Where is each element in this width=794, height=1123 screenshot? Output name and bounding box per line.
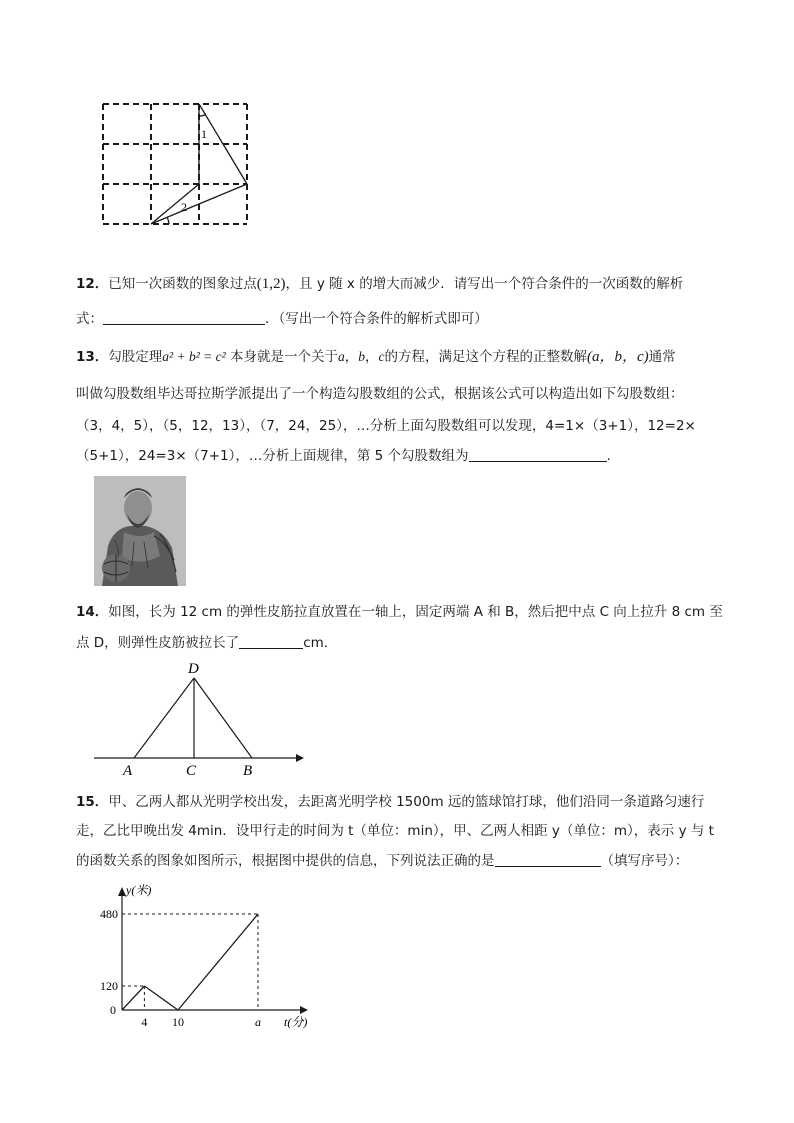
q15-line3: 的函数关系的图象如图所示，根据图中提供的信息，下列说法正确的是 （填写序号）： bbox=[76, 853, 689, 869]
label-a: A bbox=[123, 763, 133, 779]
origin-label: 0 bbox=[110, 1003, 116, 1017]
q12-point: (1,2) bbox=[256, 276, 286, 292]
q13-var-a: a bbox=[337, 349, 345, 364]
q13-answer-blank[interactable] bbox=[469, 447, 607, 462]
y-tick-label: 480 bbox=[100, 907, 118, 921]
label-d: D bbox=[188, 661, 199, 677]
q13-line2: 叫做勾股数组毕达哥拉斯学派提出了一个构造勾股数组的公式，根据该公式可以构造出如下勾股数组： bbox=[76, 386, 684, 402]
q13-formula: a² + b² = c² bbox=[162, 349, 226, 364]
q12-text-a: 已知一次函数的图象过点 bbox=[108, 276, 257, 292]
y-axis-label: y(米) bbox=[126, 883, 152, 897]
x-axis-arrow-icon bbox=[300, 1006, 308, 1014]
q14-number: 14． bbox=[76, 604, 109, 620]
q14-figure bbox=[90, 655, 310, 780]
y-axis-arrow-icon bbox=[118, 887, 126, 896]
x-axis-label: t(分) bbox=[284, 1015, 308, 1029]
label-b: B bbox=[243, 763, 253, 779]
q12-line1 bbox=[76, 274, 683, 294]
q14-line2-text: 点 D，则弹性皮筋被拉长了 bbox=[76, 635, 240, 651]
axis-arrow-icon bbox=[296, 754, 304, 762]
q11-grid-figure bbox=[95, 98, 255, 233]
q13-text-a: 勾股定理 bbox=[108, 349, 163, 365]
q12-number: 12． bbox=[76, 276, 109, 292]
graph-segment bbox=[178, 914, 258, 1010]
label-c: C bbox=[186, 763, 197, 779]
q13-triple: (a，b，c) bbox=[586, 349, 649, 365]
q13-text-c: 的方程，满足这个方程的正整数解 bbox=[384, 349, 587, 365]
q15-chart bbox=[90, 880, 320, 1035]
q15-line3-text: 的函数关系的图象如图所示，根据图中提供的信息，下列说法正确的是 bbox=[76, 853, 495, 869]
x-tick-label: 10 bbox=[172, 1015, 184, 1029]
pythagoras-portrait-image bbox=[94, 476, 186, 586]
q13-var-b: b bbox=[358, 349, 365, 364]
q13-text-d: 通常 bbox=[648, 349, 676, 365]
x-tick-label: a bbox=[255, 1015, 261, 1029]
segment-db bbox=[194, 678, 252, 758]
segment-ad bbox=[134, 678, 194, 758]
dashed-grid bbox=[103, 104, 247, 224]
q12-text-c: 式： bbox=[76, 311, 103, 327]
q13-text-b: 本身就是一个关于 bbox=[225, 349, 338, 365]
q15-number: 15． bbox=[76, 794, 109, 810]
angle-2-label: 2 bbox=[181, 200, 187, 214]
y-tick-label: 120 bbox=[100, 979, 118, 993]
q12-line2 bbox=[76, 309, 488, 329]
q12-text-b: ，且 y 随 x 的增大而减少．请写出一个符合条件的一次函数的解析 bbox=[285, 276, 684, 292]
q14-line1 bbox=[76, 602, 723, 622]
q13-line3: （3，4，5），（5，12，13），（7，24，25），…分析上面勾股数组可以发现，4=1×（3+1），12=2× bbox=[76, 418, 696, 434]
q13-line4-text: （5+1），24=3×（7+1），…分析上面规律，第 5 个勾股数组为 bbox=[76, 448, 469, 464]
graph-segment bbox=[122, 986, 144, 1010]
q13-line1: 13．勾股定理a² + b² = c² 本身就是一个关于a，b，c的方程，满足这个方程的正整数解(a，b，c)通常 bbox=[76, 349, 676, 365]
q15-answer-blank[interactable] bbox=[495, 852, 601, 867]
q15-line1 bbox=[76, 792, 704, 812]
x-tick-label: 4 bbox=[141, 1015, 148, 1029]
graph-segment bbox=[144, 986, 178, 1010]
angle-1-label: 1 bbox=[201, 127, 207, 141]
q12-text-d: ．（写出一个符合条件的解析式即可） bbox=[265, 311, 488, 327]
q14-line2: 点 D，则弹性皮筋被拉长了 cm． bbox=[76, 635, 338, 651]
q12-answer-blank[interactable] bbox=[103, 310, 265, 325]
q13-number: 13． bbox=[76, 349, 109, 365]
q15-line2: 走，乙比甲晚出发 4min．设甲行走的时间为 t（单位：min），甲、乙两人相距 y（单位：m），表示 y 与 t bbox=[76, 823, 714, 839]
q15-line1-text: 甲、乙两人都从光明学校出发，去距离光明学校 1500m 远的篮球馆打球，他们沿同一条道路匀速行 bbox=[108, 794, 705, 810]
q14-line1-text: 如图，长为 12 cm 的弹性皮筋拉直放置在一轴上，固定两端 A 和 B，然后把中点 C 向上拉升 8 cm 至 bbox=[108, 604, 723, 620]
q13-var-c: c bbox=[378, 349, 385, 364]
q13-line4: （5+1），24=3×（7+1），…分析上面规律，第 5 个勾股数组为 . bbox=[76, 448, 611, 464]
q14-answer-blank[interactable] bbox=[239, 634, 303, 649]
